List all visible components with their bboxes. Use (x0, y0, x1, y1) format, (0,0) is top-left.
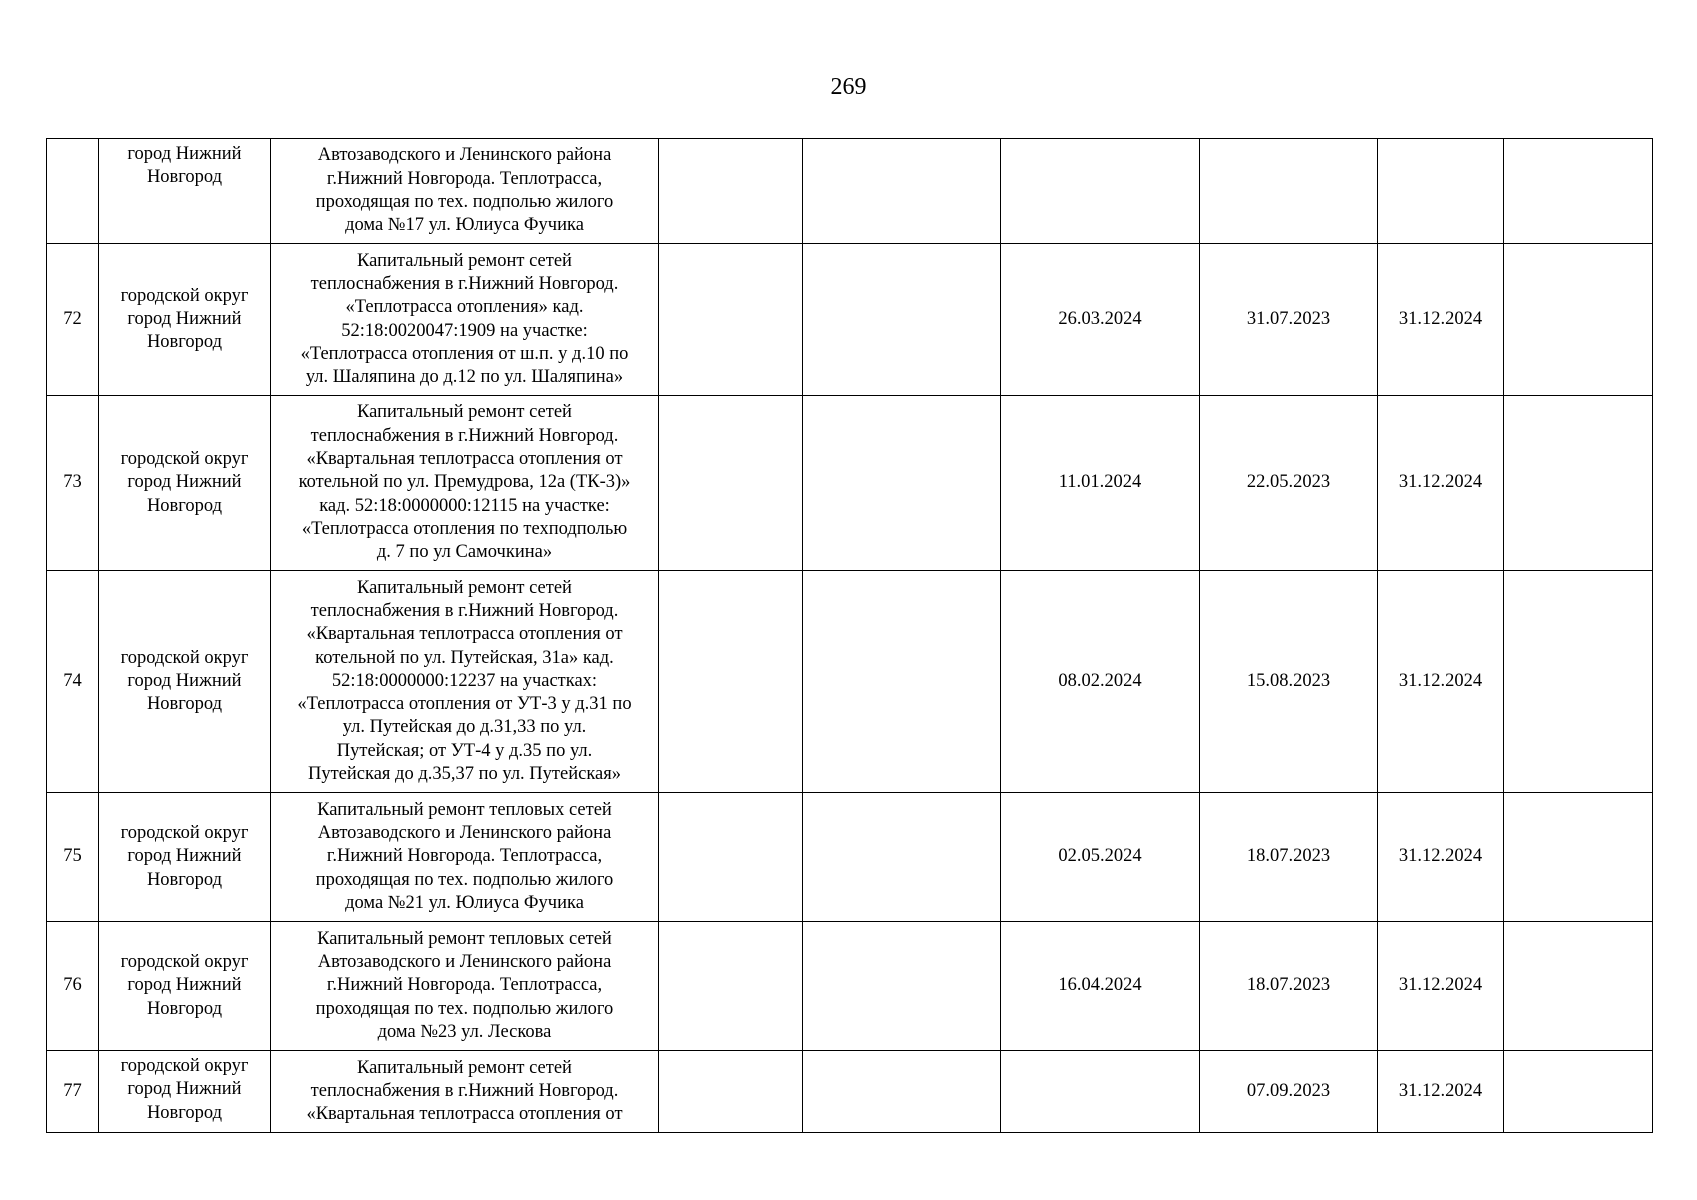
row-number-cell: 72 (47, 244, 99, 396)
empty-cell (803, 1051, 1001, 1133)
object-title-cell: Капитальный ремонт сетей теплоснабжения в г.Нижний Новгород. «Квартальная теплотрасса отопления от (271, 1051, 659, 1133)
empty-cell (803, 793, 1001, 922)
empty-cell (803, 244, 1001, 396)
table-row (47, 139, 1653, 244)
page-number: 269 (830, 74, 867, 100)
date-cell: 31.12.2024 (1378, 1051, 1504, 1133)
empty-cell (1504, 139, 1653, 244)
municipality-cell: город Нижний Новгород (99, 139, 271, 244)
table-row (47, 1051, 1653, 1133)
table-row (47, 244, 1653, 396)
municipality-cell: городской округ город Нижний Новгород (99, 793, 271, 922)
table-row (47, 922, 1653, 1051)
empty-cell (659, 139, 803, 244)
empty-cell (803, 571, 1001, 793)
object-title-cell: Капитальный ремонт тепловых сетей Автозаводского и Ленинского района г.Нижний Новгорода. Теплотрасса, проходящая по тех. подполью жилого дома №21 ул. Юлиуса Фучика (271, 793, 659, 922)
object-title-cell: Капитальный ремонт сетей теплоснабжения в г.Нижний Новгород. «Квартальная теплотрасса отопления от котельной по ул. Премудрова, 12а (ТК-3)» кад. 52:18:0000000:12115 на участке: «Теплотрасса отопления по техподполью д. 7 по ул Самочкина» (271, 396, 659, 571)
empty-cell (659, 396, 803, 571)
row-number-cell: 76 (47, 922, 99, 1051)
empty-cell (1504, 793, 1653, 922)
table-row (47, 571, 1653, 793)
object-title-cell: Капитальный ремонт сетей теплоснабжения в г.Нижний Новгород. «Квартальная теплотрасса отопления от котельной по ул. Путейская, 31а» кад. 52:18:0000000:12237 на участках: «Теплотрасса отопления от УТ-3 у д.31 по ул. Путейская до д.31,33 по ул. Путейская; от УТ-4 у д.35 по ул. Путейская до д.35,37 по ул. Путейская» (271, 571, 659, 793)
row-number-cell: 75 (47, 793, 99, 922)
row-number-cell: 74 (47, 571, 99, 793)
date-cell: 31.07.2023 (1200, 244, 1378, 396)
date-cell: 26.03.2024 (1001, 244, 1200, 396)
date-cell (1001, 1051, 1200, 1133)
empty-cell (1504, 396, 1653, 571)
date-cell: 02.05.2024 (1001, 793, 1200, 922)
row-number-cell (47, 139, 99, 244)
object-title-cell: Автозаводского и Ленинского района г.Нижний Новгорода. Теплотрасса, проходящая по тех. подполью жилого дома №17 ул. Юлиуса Фучика (271, 139, 659, 244)
date-cell: 11.01.2024 (1001, 396, 1200, 571)
date-cell: 31.12.2024 (1378, 793, 1504, 922)
row-number-cell: 77 (47, 1051, 99, 1133)
empty-cell (659, 244, 803, 396)
municipality-cell: городской округ город Нижний Новгород (99, 396, 271, 571)
date-cell: 18.07.2023 (1200, 922, 1378, 1051)
date-cell: 31.12.2024 (1378, 922, 1504, 1051)
date-cell: 16.04.2024 (1001, 922, 1200, 1051)
object-title-cell: Капитальный ремонт сетей теплоснабжения в г.Нижний Новгород. «Теплотрасса отопления» кад. 52:18:0020047:1909 на участке: «Теплотрасса отопления от ш.п. у д.10 по ул. Шаляпина до д.12 по ул. Шаляпина» (271, 244, 659, 396)
empty-cell (1504, 571, 1653, 793)
date-cell: 08.02.2024 (1001, 571, 1200, 793)
municipality-cell: городской округ город Нижний Новгород (99, 922, 271, 1051)
empty-cell (1504, 922, 1653, 1051)
empty-cell (1504, 244, 1653, 396)
table-row (47, 793, 1653, 922)
municipality-cell: городской округ город Нижний Новгород (99, 571, 271, 793)
date-cell: 31.12.2024 (1378, 396, 1504, 571)
empty-cell (659, 1051, 803, 1133)
register-table (46, 138, 1653, 1133)
empty-cell (659, 922, 803, 1051)
date-cell (1001, 139, 1200, 244)
date-cell: 15.08.2023 (1200, 571, 1378, 793)
empty-cell (803, 396, 1001, 571)
object-title-cell: Капитальный ремонт тепловых сетей Автозаводского и Ленинского района г.Нижний Новгорода. Теплотрасса, проходящая по тех. подполью жилого дома №23 ул. Лескова (271, 922, 659, 1051)
date-cell (1378, 139, 1504, 244)
municipality-cell: городской округ город Нижний Новгород (99, 1051, 271, 1133)
date-cell: 18.07.2023 (1200, 793, 1378, 922)
date-cell: 07.09.2023 (1200, 1051, 1378, 1133)
empty-cell (659, 571, 803, 793)
empty-cell (803, 139, 1001, 244)
date-cell: 31.12.2024 (1378, 571, 1504, 793)
row-number-cell: 73 (47, 396, 99, 571)
date-cell: 22.05.2023 (1200, 396, 1378, 571)
date-cell: 31.12.2024 (1378, 244, 1504, 396)
municipality-cell: городской округ город Нижний Новгород (99, 244, 271, 396)
empty-cell (803, 922, 1001, 1051)
empty-cell (659, 793, 803, 922)
table-row (47, 396, 1653, 571)
date-cell (1200, 139, 1378, 244)
empty-cell (1504, 1051, 1653, 1133)
